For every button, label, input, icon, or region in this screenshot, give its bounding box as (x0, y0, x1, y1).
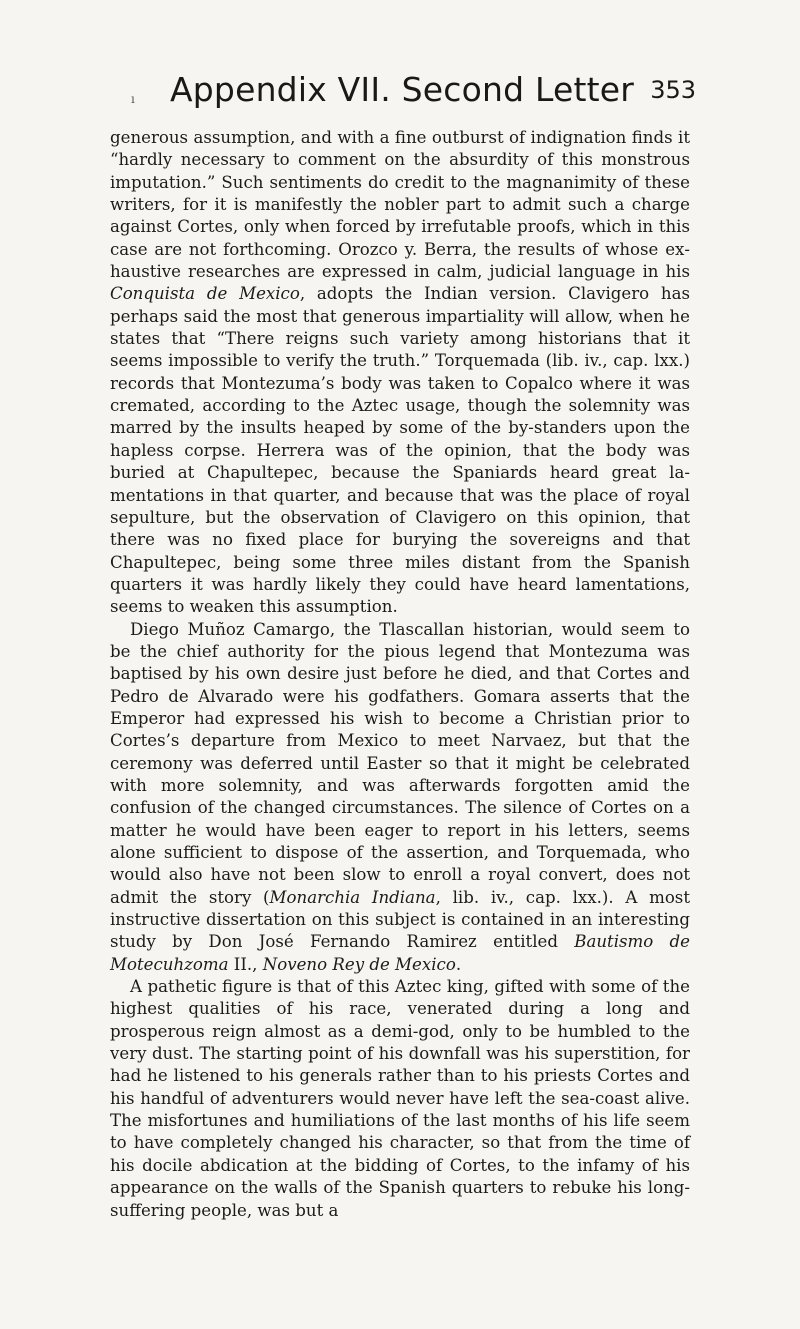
text-run: A pathetic figure is that of this Aztec king, gifted with some of the highest qualities of his race, venerated during a long and prosperous reign almost as a demi-god, only to be humbled to the very dust. The starting point of his downfall was his superstition, for had he listened to his generals rather than to his priests Cortes and his handful of adventurers would never have left the sea-coast alive. The misfortunes and humiliations of the last months of his life seem to have completely changed his character, so that from the time of his docile abdication at the bidding of Cortes, to the infamy of his appearance on the walls of the Spanish quarters to rebuke his long-suffering people, was but a (110, 977, 690, 1220)
page-header (0, 70, 800, 120)
paragraph (110, 127, 690, 619)
text-run: generous assumption, and with a fine outburst of indignation finds it “hardly necessary to comment on the absurdity of this monstrous imputation.” Such sentiments do credit to the magnanimity of these writers, for it is manifestly the nobler part to admit such a charge against Cortes, only when forced by irrefutable proofs, which in this case are not forthcoming. Orozco y. Berra, the results of whose exhaustive researches are expressed in calm, judicial language in his (110, 128, 690, 282)
text-run: Diego Muñoz Camargo, the Tlascallan historian, would seem to be the chief authority for the pious legend that Montezuma was baptised by his own desire just before he died, and that Cortes and Pedro de Alvarado were his godfathers. Gomara asserts that the Emperor had expressed his wish to become a Christian prior to Cortes’s departure from Mexico to meet Narvaez, but that the ceremony was deferred until Easter so that it might be celebrated with more solemnity, and was afterwards forgotten amid the confusion of the changed circumstances. The silence of Cortes on a matter he would have been eager to report in his letters, seems alone sufficient to dispose of the assertion, and Torquemada, who would also have not been slow to enroll a royal convert, does not admit the story ( (110, 619, 690, 907)
paragraph (110, 976, 690, 1222)
text-run: II., (228, 954, 263, 974)
text-run: , lib. iv., cap. lxx.). A most instructive dissertation on this subject is contained in an interesting study by Don José Fernando Ramirez entitled (110, 887, 690, 952)
italic-title: Monarchia Indiana (269, 887, 436, 907)
page-number: 353 (650, 76, 696, 104)
body-text (110, 127, 690, 1222)
text-run: . (455, 954, 462, 974)
stray-mark: ı (131, 92, 135, 106)
text-run: , adopts the Indian version. Clavigero has perhaps said the most that generous impartiality will allow, when he states that “There reigns such variety among historians that it seems impossible to verify the truth.” Torquemada (lib. iv., cap. lxx.) records that Montezuma’s body was taken to Copalco where it was cremated, according to the Aztec usage, though the solemnity was marred by the insults heaped by some of the by-standers upon the hapless corpse. Herrera was of the opinion, that the body was buried at Chapultepec, because the Spaniards heard great lamentations in that quarter, and because that was the place of royal sepulture, but the observation of Clavigero on this opinion, that there was no fixed place for burying the sovereigns and that Chapultepec, being some three miles distant from the Spanish quarters it was hardly likely they could have heard lamentations, seems to weaken this assumption. (110, 284, 690, 617)
italic-title: Conquista de Mexico (110, 284, 300, 304)
running-title: Appendix VII. Second Letter (170, 70, 635, 109)
paragraph (110, 619, 690, 977)
italic-title: Noveno Rey de Mexico (262, 954, 456, 974)
italic-title: Bautismo de Motecuhzoma (110, 932, 690, 974)
